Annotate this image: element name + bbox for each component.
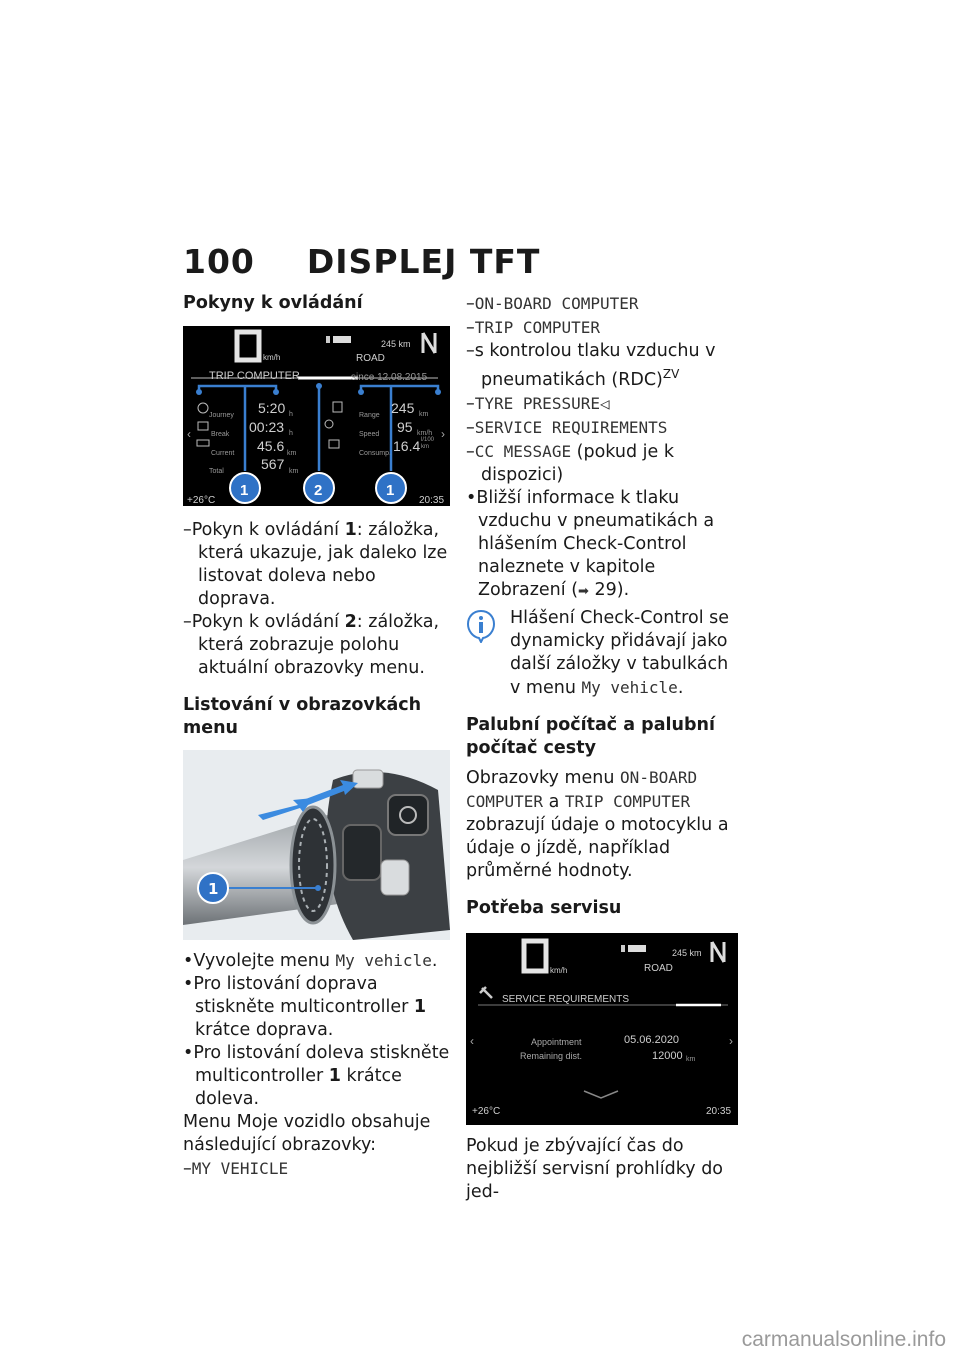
svg-text:‹: ‹ [187, 427, 191, 441]
svg-text:‹: ‹ [470, 1033, 474, 1048]
right-column [466, 292, 741, 1204]
item-rdc: –s kontrolou tlaku vzduchu v pneumatikách (RDC)$^{ZV}$ [466, 341, 716, 390]
appointment-value: 05.06.2020 [624, 1033, 680, 1046]
info-note: Hlášení Check-Control se dynamicky přidávají jako další záložky v tabulkách v menu My vehicle. [466, 607, 741, 700]
range-unit: km [419, 411, 429, 418]
current-label: Current [211, 450, 235, 457]
bullet-more-info: • Bližší informace k tlaku vzduchu v pneumatikách a hlášením Check-Control naleznete v kapitole Zobrazení (➡ 29). [466, 487, 741, 603]
range-label: Range [359, 412, 380, 419]
heading-onboard-computer: Palubní počítač a palubní počítač cesty [466, 714, 715, 758]
appointment-label: Appointment [531, 1036, 582, 1047]
range-value: 245 [391, 400, 415, 416]
trip-title: TRIP COMPUTER [209, 370, 300, 382]
onboard-paragraph: Obrazovky menu ON-BOARD COMPUTER a TRIP COMPUTER zobrazují údaje o motocyklu a údaje o jízdě, například průměrné hodnoty. [466, 767, 729, 881]
mode: ROAD [356, 353, 385, 364]
page-title: DISPLEJ TFT [306, 242, 541, 281]
item-trip-computer: –TRIP COMPUTER [466, 318, 600, 338]
arrow-right-icon: ➡ [578, 583, 589, 599]
range-top: 245 km [381, 339, 411, 349]
callout-1-left: 1 [240, 482, 249, 499]
remaining-value: 12000 [652, 1049, 683, 1062]
speed-unit: km/h [550, 965, 568, 975]
multicontroller-illustration [183, 750, 450, 940]
bullet-open-menu: • Vyvolejte menu My vehicle. [183, 949, 458, 973]
current-value: 45.6 [257, 438, 285, 454]
item-service-requirements: –SERVICE REQUIREMENTS [466, 417, 668, 438]
speed-label: Speed [359, 431, 380, 438]
temp: +26°C [472, 1105, 501, 1117]
callout-1-right: 1 [386, 482, 395, 499]
heading-controls: Pokyny k ovládání [183, 293, 363, 313]
bullet-scroll-left: • Pro listování doleva stiskněte multicontroller 1 krátce doleva. [183, 1042, 458, 1111]
current-unit: km [287, 450, 297, 457]
temp: +26°C [187, 495, 216, 506]
service-paragraph: Pokud je zbývající čas do nejbližší servisní prohlídky do jed- [466, 1135, 724, 1202]
page-number: 100 [183, 242, 255, 281]
left-column [183, 292, 458, 1181]
remaining-label: Remaining dist. [520, 1050, 583, 1061]
journey-value: 5:20 [258, 400, 286, 416]
time: 20:35 [419, 495, 445, 506]
journey-unit: h [289, 411, 293, 418]
total-label: Total [209, 468, 224, 475]
control-hint-2: –Pokyn k ovládání 2: záložka, která zobrazuje polohu aktuální obrazovky menu. [183, 612, 440, 678]
control-hint-1: –Pokyn k ovládání 1: záložka, která ukazuje, jak daleko lze listovat doleva nebo doprava. [183, 520, 448, 609]
speed-value: 95 [397, 419, 413, 435]
svg-text:›: › [441, 427, 445, 441]
total-unit: km [289, 468, 299, 475]
item-tyre-pressure: –TYRE PRESSURE◁ [466, 393, 610, 414]
trip-computer-figure [183, 326, 450, 506]
speed-unit-right: km/h [417, 430, 433, 437]
item-my-vehicle: –MY VEHICLE [183, 1159, 289, 1179]
menu-contents-paragraph: Menu Moje vozidlo obsahuje následující obrazovky: [183, 1112, 431, 1155]
info-icon [466, 609, 496, 643]
mode: ROAD [644, 962, 673, 974]
service-requirements-figure [466, 933, 738, 1125]
time: 20:35 [706, 1105, 732, 1117]
heading-service: Potřeba servisu [466, 897, 622, 918]
consump-label: Consump. [359, 450, 391, 457]
since-date: since 12.08.2015 [351, 372, 428, 383]
range-top: 245 km [672, 947, 702, 958]
break-value: 00:23 [249, 419, 285, 435]
journey-label: Journey [209, 412, 234, 419]
consump-unit: l/100 km [421, 437, 435, 450]
break-label: Break [211, 431, 230, 438]
item-onboard-computer: –ON-BOARD COMPUTER [466, 294, 639, 314]
callout-2: 2 [314, 482, 323, 499]
heading-scroll: Listování v obrazovkách menu [183, 695, 422, 738]
total-value: 567 [261, 456, 285, 472]
item-cc-message: –CC MESSAGE (pokud je k dispozici) [466, 441, 674, 485]
bullet-scroll-right: • Pro listování doprava stiskněte multicontroller 1 krátce doprava. [183, 973, 458, 1042]
callout-1: 1 [208, 880, 219, 898]
break-unit: h [289, 430, 293, 437]
consump-value: 16.4 [393, 438, 421, 454]
watermark: carmanualsonline.info [741, 1328, 946, 1351]
multicontroller-figure [183, 750, 450, 940]
svg-text:›: › [729, 1033, 733, 1048]
speed-unit: km/h [263, 353, 281, 362]
page-header [183, 242, 540, 281]
remaining-unit: km [686, 1055, 696, 1063]
service-title: SERVICE REQUIREMENTS [502, 993, 630, 1005]
